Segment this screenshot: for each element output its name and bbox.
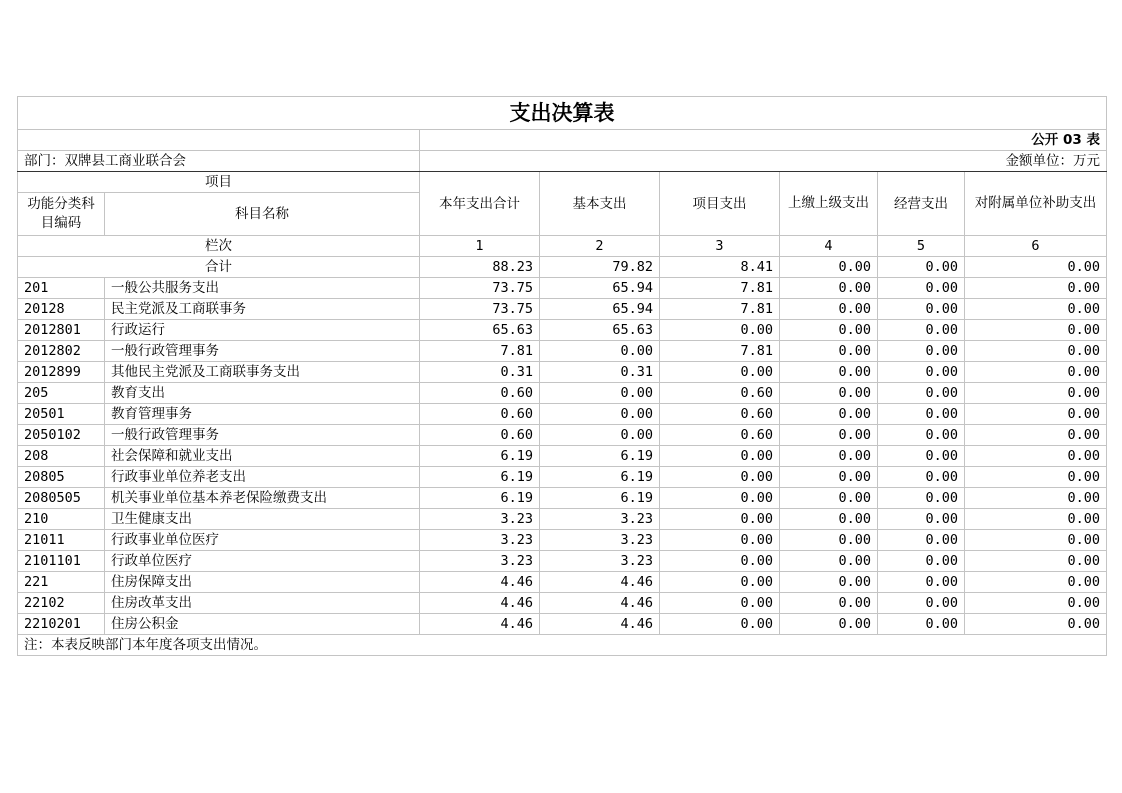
row-name: 住房保障支出 xyxy=(105,572,420,593)
col-number: 1 xyxy=(420,236,540,257)
row-value: 0.31 xyxy=(540,362,660,383)
row-value: 0.00 xyxy=(780,593,878,614)
col-number: 5 xyxy=(878,236,965,257)
table-row xyxy=(18,530,1107,551)
row-value: 0.00 xyxy=(878,425,965,446)
row-value: 0.00 xyxy=(878,551,965,572)
table-row xyxy=(18,446,1107,467)
row-value: 0.00 xyxy=(965,362,1107,383)
table-note: 注：本表反映部门本年度各项支出情况。 xyxy=(18,635,1107,656)
row-value: 0.00 xyxy=(660,509,780,530)
row-value: 6.19 xyxy=(540,467,660,488)
row-value: 0.00 xyxy=(878,509,965,530)
row-code: 20805 xyxy=(18,467,105,488)
row-value: 0.00 xyxy=(780,530,878,551)
row-name: 教育管理事务 xyxy=(105,404,420,425)
col-number: 3 xyxy=(660,236,780,257)
total-value: 88.23 xyxy=(420,257,540,278)
row-name: 机关事业单位基本养老保险缴费支出 xyxy=(105,488,420,509)
row-value: 0.60 xyxy=(420,383,540,404)
row-code: 205 xyxy=(18,383,105,404)
row-name: 行政运行 xyxy=(105,320,420,341)
table-row xyxy=(18,425,1107,446)
table-row xyxy=(18,299,1107,320)
row-value: 6.19 xyxy=(540,446,660,467)
total-value: 0.00 xyxy=(878,257,965,278)
row-value: 0.00 xyxy=(780,572,878,593)
row-code: 2012801 xyxy=(18,320,105,341)
row-value: 0.60 xyxy=(660,404,780,425)
row-value: 0.00 xyxy=(660,593,780,614)
row-code: 20128 xyxy=(18,299,105,320)
row-value: 0.00 xyxy=(780,383,878,404)
row-name: 行政事业单位养老支出 xyxy=(105,467,420,488)
unit-label: 金额单位：万元 xyxy=(420,151,1107,172)
row-value: 0.60 xyxy=(420,425,540,446)
row-value: 0.00 xyxy=(780,446,878,467)
table-row xyxy=(18,509,1107,530)
row-value: 4.46 xyxy=(540,614,660,635)
table-row xyxy=(18,551,1107,572)
table-row xyxy=(18,362,1107,383)
row-value: 0.00 xyxy=(965,614,1107,635)
row-name: 住房公积金 xyxy=(105,614,420,635)
row-name: 一般行政管理事务 xyxy=(105,341,420,362)
row-value: 0.00 xyxy=(660,320,780,341)
header-col-6: 对附属单位补助支出 xyxy=(965,172,1107,236)
row-value: 0.00 xyxy=(878,299,965,320)
row-code: 210 xyxy=(18,509,105,530)
row-name: 民主党派及工商联事务 xyxy=(105,299,420,320)
row-value: 0.00 xyxy=(780,551,878,572)
row-name: 教育支出 xyxy=(105,383,420,404)
row-value: 0.00 xyxy=(660,551,780,572)
row-value: 0.00 xyxy=(660,467,780,488)
row-value: 0.60 xyxy=(660,425,780,446)
row-value: 0.00 xyxy=(965,467,1107,488)
row-value: 0.00 xyxy=(780,404,878,425)
row-value: 0.00 xyxy=(660,362,780,383)
total-label: 合计 xyxy=(18,257,420,278)
row-value: 3.23 xyxy=(540,551,660,572)
row-value: 6.19 xyxy=(420,488,540,509)
header-col-2: 基本支出 xyxy=(540,172,660,236)
row-name: 一般公共服务支出 xyxy=(105,278,420,299)
row-value: 0.00 xyxy=(878,593,965,614)
lanci-label: 栏次 xyxy=(18,236,420,257)
row-value: 0.00 xyxy=(660,488,780,509)
col-number: 4 xyxy=(780,236,878,257)
row-value: 65.94 xyxy=(540,278,660,299)
table-row xyxy=(18,278,1107,299)
row-value: 0.00 xyxy=(660,572,780,593)
row-value: 65.94 xyxy=(540,299,660,320)
row-value: 0.00 xyxy=(965,446,1107,467)
row-value: 0.00 xyxy=(878,446,965,467)
expenditure-table xyxy=(17,96,1107,656)
row-code: 2012899 xyxy=(18,362,105,383)
row-code: 201 xyxy=(18,278,105,299)
table-row xyxy=(18,614,1107,635)
row-value: 0.00 xyxy=(540,425,660,446)
row-code: 2080505 xyxy=(18,488,105,509)
expenditure-statement xyxy=(17,96,1106,656)
row-value: 0.00 xyxy=(540,341,660,362)
row-value: 4.46 xyxy=(540,572,660,593)
row-value: 73.75 xyxy=(420,299,540,320)
row-value: 4.46 xyxy=(540,593,660,614)
row-value: 0.00 xyxy=(878,320,965,341)
row-name: 住房改革支出 xyxy=(105,593,420,614)
total-row xyxy=(18,257,1107,278)
row-value: 7.81 xyxy=(660,278,780,299)
row-value: 4.46 xyxy=(420,572,540,593)
form-code: 公开 03 表 xyxy=(420,130,1107,151)
row-value: 0.00 xyxy=(780,299,878,320)
row-value: 0.00 xyxy=(878,341,965,362)
row-value: 0.00 xyxy=(780,488,878,509)
row-value: 7.81 xyxy=(660,299,780,320)
row-value: 0.00 xyxy=(878,383,965,404)
row-code: 2210201 xyxy=(18,614,105,635)
table-row xyxy=(18,320,1107,341)
row-value: 0.00 xyxy=(780,341,878,362)
row-value: 0.00 xyxy=(660,446,780,467)
row-value: 0.00 xyxy=(780,467,878,488)
row-code: 21011 xyxy=(18,530,105,551)
row-name: 一般行政管理事务 xyxy=(105,425,420,446)
page-title: 支出决算表 xyxy=(18,97,1107,130)
row-value: 0.00 xyxy=(965,593,1107,614)
row-value: 0.00 xyxy=(878,614,965,635)
row-value: 0.00 xyxy=(965,320,1107,341)
row-value: 4.46 xyxy=(420,614,540,635)
row-value: 3.23 xyxy=(540,530,660,551)
row-value: 0.00 xyxy=(660,530,780,551)
col-number: 2 xyxy=(540,236,660,257)
row-value: 7.81 xyxy=(660,341,780,362)
row-name: 其他民主党派及工商联事务支出 xyxy=(105,362,420,383)
col-number: 6 xyxy=(965,236,1107,257)
header-code: 功能分类科目编码 xyxy=(18,193,105,236)
row-code: 208 xyxy=(18,446,105,467)
row-value: 0.00 xyxy=(878,488,965,509)
row-value: 0.31 xyxy=(420,362,540,383)
row-name: 社会保障和就业支出 xyxy=(105,446,420,467)
row-name: 卫生健康支出 xyxy=(105,509,420,530)
row-value: 6.19 xyxy=(420,446,540,467)
row-code: 2012802 xyxy=(18,341,105,362)
row-value: 0.00 xyxy=(965,488,1107,509)
header-name: 科目名称 xyxy=(105,193,420,236)
row-name: 行政单位医疗 xyxy=(105,551,420,572)
row-value: 0.00 xyxy=(965,299,1107,320)
row-value: 6.19 xyxy=(540,488,660,509)
row-value: 73.75 xyxy=(420,278,540,299)
row-value: 3.23 xyxy=(420,509,540,530)
row-value: 0.00 xyxy=(660,614,780,635)
row-value: 0.60 xyxy=(660,383,780,404)
row-value: 0.00 xyxy=(780,614,878,635)
table-row xyxy=(18,404,1107,425)
row-value: 7.81 xyxy=(420,341,540,362)
row-value: 6.19 xyxy=(420,467,540,488)
row-value: 0.00 xyxy=(878,278,965,299)
table-row xyxy=(18,488,1107,509)
table-row xyxy=(18,572,1107,593)
row-code: 2101101 xyxy=(18,551,105,572)
row-value: 0.00 xyxy=(878,467,965,488)
row-value: 0.00 xyxy=(965,341,1107,362)
row-value: 0.00 xyxy=(878,404,965,425)
row-value: 0.00 xyxy=(780,278,878,299)
header-col-1: 本年支出合计 xyxy=(420,172,540,236)
header-item: 项目 xyxy=(18,172,420,193)
row-value: 3.23 xyxy=(540,509,660,530)
row-value: 4.46 xyxy=(420,593,540,614)
total-value: 79.82 xyxy=(540,257,660,278)
row-value: 0.00 xyxy=(965,572,1107,593)
total-value: 0.00 xyxy=(965,257,1107,278)
row-value: 0.00 xyxy=(780,425,878,446)
row-value: 3.23 xyxy=(420,551,540,572)
row-name: 行政事业单位医疗 xyxy=(105,530,420,551)
row-value: 0.00 xyxy=(780,509,878,530)
row-value: 0.00 xyxy=(878,530,965,551)
table-row xyxy=(18,593,1107,614)
row-value: 0.00 xyxy=(780,362,878,383)
row-value: 0.00 xyxy=(965,530,1107,551)
blank-cell xyxy=(18,130,420,151)
row-value: 3.23 xyxy=(420,530,540,551)
table-row xyxy=(18,383,1107,404)
row-value: 0.60 xyxy=(420,404,540,425)
department-label: 部门：双牌县工商业联合会 xyxy=(18,151,420,172)
total-value: 8.41 xyxy=(660,257,780,278)
row-value: 65.63 xyxy=(420,320,540,341)
row-value: 0.00 xyxy=(780,320,878,341)
row-value: 0.00 xyxy=(965,509,1107,530)
total-value: 0.00 xyxy=(780,257,878,278)
row-value: 0.00 xyxy=(878,572,965,593)
row-code: 20501 xyxy=(18,404,105,425)
row-code: 22102 xyxy=(18,593,105,614)
row-value: 0.00 xyxy=(965,551,1107,572)
row-value: 0.00 xyxy=(965,404,1107,425)
table-row xyxy=(18,467,1107,488)
row-value: 0.00 xyxy=(878,362,965,383)
header-col-4: 上缴上级支出 xyxy=(780,172,878,236)
row-value: 0.00 xyxy=(965,383,1107,404)
row-value: 0.00 xyxy=(540,404,660,425)
row-value: 0.00 xyxy=(540,383,660,404)
row-value: 65.63 xyxy=(540,320,660,341)
header-col-5: 经营支出 xyxy=(878,172,965,236)
row-code: 221 xyxy=(18,572,105,593)
row-value: 0.00 xyxy=(965,425,1107,446)
row-value: 0.00 xyxy=(965,278,1107,299)
header-col-3: 项目支出 xyxy=(660,172,780,236)
table-row xyxy=(18,341,1107,362)
row-code: 2050102 xyxy=(18,425,105,446)
